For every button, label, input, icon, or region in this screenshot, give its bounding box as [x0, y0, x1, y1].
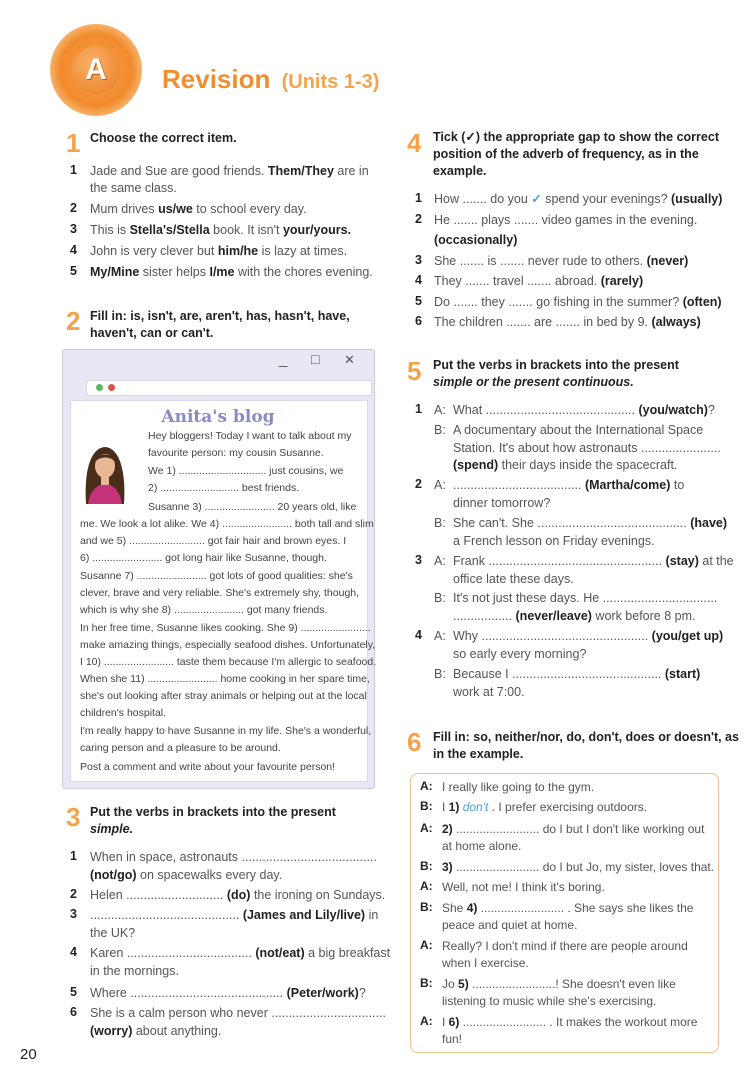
exercise-6-seg: ......................... . She says she likes the: [477, 901, 694, 915]
exercise-1-line: [90, 180, 177, 197]
exercise-5-line: [453, 608, 695, 625]
blog-line: which is why she 8) ........................ got many friends.: [80, 604, 328, 616]
exercise-4-line: [434, 212, 697, 229]
avatar: [76, 442, 134, 504]
exercise-4-line: [434, 314, 701, 331]
lock-icon: [96, 384, 103, 391]
exercise-6-seg: ......................... . It makes the workout more: [459, 1015, 698, 1029]
exercise-5-line: [453, 402, 715, 419]
exercise-5-line: [453, 533, 655, 550]
speaker-label: B:: [420, 900, 433, 914]
exercise-6-seg: 1): [448, 800, 460, 814]
exercise-6-seg: 5): [458, 977, 469, 991]
exercise-3-line-seg: the ironing on Sundays.: [250, 888, 386, 902]
exercise-5-line: [453, 440, 721, 457]
address-bar[interactable]: [86, 380, 372, 396]
exercise-5-instruction-line-1: Put the verbs in brackets into the present: [433, 358, 679, 372]
exercise-6-seg: 4): [466, 901, 478, 915]
item-number: 4: [415, 273, 422, 287]
exercise-4-line: [434, 273, 643, 290]
exercise-3-line-seg: a big breakfast: [304, 946, 391, 960]
exercise-1-line: [90, 222, 351, 239]
exercise-4-instruction-line-1: Tick (✓) the appropriate gap to show the correct: [433, 130, 719, 144]
speaker-label: A:: [434, 554, 446, 568]
exercise-6-number: 6: [407, 727, 422, 757]
speaker-label: A:: [434, 403, 446, 417]
exercise-5-line: [453, 684, 525, 701]
speaker-label: A:: [434, 629, 446, 643]
exercise-2-instruction-line-1: Fill in: is, isn't, are, aren't, has, hasn't, have,: [90, 309, 350, 323]
exercise-5-line-seg: (spend): [453, 458, 499, 472]
exercise-5-line: [453, 666, 700, 683]
speaker-label: B:: [434, 516, 446, 530]
exercise-3-number: 3: [66, 802, 81, 832]
exercise-5-line: [453, 646, 586, 663]
exercise-5-line: [453, 457, 677, 474]
exercise-6-seg: . I prefer exercising outdoors.: [488, 800, 648, 814]
exercise-3-line-seg: in: [365, 908, 379, 922]
exercise-5-line-seg: She can't. She ...........................................: [453, 516, 691, 530]
exercise-4-line: [434, 191, 722, 208]
exercise-1-line-seg: My/Mine: [90, 265, 140, 279]
exercise-1-line-seg: Jade and Sue are good friends.: [90, 164, 268, 178]
exercise-3-line-seg: (not/go): [90, 867, 137, 882]
exercise-3-line: [90, 887, 385, 904]
exercise-3-instruction-line-2: simple.: [90, 822, 134, 836]
exercise-5-instruction-line-2: simple or the present continuous.: [433, 375, 634, 389]
item-number: 3: [415, 252, 422, 267]
exercise-5-line: [453, 553, 734, 570]
exercise-3-line: [90, 945, 390, 962]
exercise-4-adverb: (always): [651, 315, 701, 329]
exercise-5-line-seg: .....................................: [453, 478, 585, 492]
exercise-5-line-seg: office late these days.: [453, 572, 574, 586]
exercise-4-adverb: (occasionally): [434, 233, 518, 247]
exercise-5-line: [453, 495, 550, 512]
exercise-1-line: [90, 163, 369, 180]
exercise-1-line-seg: John is very clever but: [90, 244, 218, 259]
speaker-label: A:: [420, 1014, 433, 1028]
item-number: 2: [415, 211, 422, 226]
exercise-6-seg: I: [442, 800, 449, 814]
exercise-3-line-seg: (worry): [90, 1023, 133, 1038]
exercise-3-line-seg: the UK?: [90, 925, 136, 940]
exercise-5-line-seg: (start): [664, 667, 701, 681]
exercise-3-line: [90, 1023, 221, 1040]
blog-line: I 10) ........................ taste them because I'm allergic to seafood.: [80, 656, 377, 668]
exercise-1-line-seg: Stella's/Stella: [129, 223, 210, 238]
exercise-2-number: 2: [66, 306, 81, 336]
exercise-6-seg: Well, not me! I think it's boring.: [442, 880, 605, 894]
item-number: 4: [415, 628, 422, 642]
item-number: 3: [70, 222, 77, 237]
exercise-3-line: [90, 985, 366, 1002]
exercise-5-number: 5: [407, 356, 422, 386]
exercise-6-seg: .........................! She doesn't even like: [468, 977, 676, 991]
exercise-4-text: He ....... plays ....... video games in the evening.: [434, 212, 698, 227]
page-title: [162, 64, 379, 95]
exercise-6-seg: listening to music while she's exercising.: [442, 994, 657, 1008]
exercise-4-instruction-line-3: example.: [433, 164, 487, 178]
exercise-6-seg: 6): [448, 1015, 460, 1029]
blog-line: Susanne 3) ........................ 20 years old, like: [148, 501, 357, 513]
exercise-6-seg: at home alone.: [442, 839, 522, 853]
exercise-6-instruction: [433, 729, 739, 763]
item-number: 1: [415, 191, 422, 205]
exercise-5-line-seg: Station. It's about how astronauts .......................: [453, 441, 721, 455]
exercise-1-line-seg: are in: [333, 164, 369, 178]
exercise-4-adverb: (rarely): [600, 274, 644, 288]
exercise-6-line: [442, 917, 577, 934]
speaker-label: A:: [434, 478, 446, 492]
exercise-5-line-seg: Frank ..................................................: [453, 554, 666, 568]
item-number: 3: [415, 553, 422, 567]
exercise-1-line-seg: Them/They: [267, 164, 334, 178]
exercise-5-line: [453, 515, 727, 532]
exercise-5-line-seg: (Martha/come): [584, 478, 671, 492]
exercise-5-line: [453, 422, 703, 439]
exercise-5-line-seg: ?: [707, 403, 715, 417]
speaker-label: A:: [420, 938, 433, 952]
blog-line: Hey bloggers! Today I want to talk about my: [148, 430, 352, 442]
exercise-5-line-seg: work before 8 pm.: [591, 609, 696, 623]
exercise-6-seg: I: [442, 1015, 449, 1029]
item-number: 4: [70, 243, 77, 258]
item-number: 4: [70, 945, 77, 959]
blog-line: We 1) .............................. just cousins, we: [148, 465, 344, 477]
exercise-1-line: [90, 243, 347, 260]
exercise-6-seg: 3): [442, 860, 453, 874]
exercise-6-seg: Jo: [442, 977, 459, 991]
blog-line: clever, brave and very reliable. She's extremely shy, though,: [80, 587, 360, 599]
minimize-icon[interactable]: _: [279, 351, 288, 368]
exercise-6-seg: ......................... do I but I don't like working out: [452, 822, 705, 836]
item-number: 5: [70, 264, 77, 278]
exercise-5-line-seg: Why ................................................: [453, 629, 652, 643]
exercise-1-line-seg: Mum drives: [90, 202, 159, 217]
exercise-1-line-seg: book. It isn't: [209, 223, 283, 238]
item-number: 1: [70, 849, 77, 863]
item-number: 6: [415, 314, 422, 328]
item-number: 5: [415, 293, 422, 308]
speaker-label: A:: [420, 821, 433, 835]
alert-icon: [108, 384, 115, 391]
exercise-6-line: [442, 1031, 462, 1048]
exercise-5-line-seg: (never/leave): [515, 609, 592, 623]
exercise-4-adverb: (often): [682, 294, 722, 309]
speaker-label: A:: [420, 879, 433, 893]
exercise-6-seg: 2): [442, 822, 453, 836]
exercise-3-line: [90, 1005, 386, 1022]
item-number: 2: [70, 201, 77, 216]
blog-line: make amazing things, especially seafood dishes. Unfortunately,: [80, 639, 376, 651]
exercise-6-seg: She: [442, 901, 467, 915]
close-icon[interactable]: ✕: [344, 352, 355, 367]
exercise-3-line: [90, 849, 377, 866]
exercise-4-text: She ....... is ....... never rude to others.: [434, 253, 647, 268]
exercise-3-instruction-line-1: Put the verbs in brackets into the present: [90, 805, 336, 819]
item-number: 2: [70, 887, 77, 901]
exercise-4-line: [434, 294, 722, 311]
exercise-2-instruction-line-2: haven't, can or can't.: [90, 326, 214, 340]
exercise-6-line: [442, 838, 521, 855]
exercise-5-line-seg: What ...........................................: [453, 403, 639, 417]
exercise-3-line-seg: Karen ....................................: [90, 946, 256, 960]
exercise-3-line-seg: Helen ............................: [90, 888, 227, 902]
exercise-6-seg: I really like going to the gym.: [442, 780, 595, 794]
blog-line: caring person and a pleasure to be around.: [80, 742, 281, 754]
blog-line: 2) ........................... best friends.: [148, 482, 300, 494]
exercise-1-line-seg: sister helps: [139, 265, 210, 279]
exercise-1-line-seg: is lazy at times.: [258, 244, 348, 259]
speaker-label: B:: [434, 591, 446, 605]
exercise-3-line-seg: Where ............................................: [90, 986, 287, 1000]
maximize-icon[interactable]: □: [311, 351, 320, 367]
exercise-5-line-seg: (you/get up): [651, 629, 724, 643]
badge-letter: A: [85, 53, 107, 86]
exercise-3-line-seg: on spacewalks every day.: [136, 867, 283, 882]
exercise-5-line-seg: .................: [453, 609, 516, 623]
exercise-1-line-seg: us/we: [158, 202, 193, 217]
exercise-1-line-seg: the same class.: [90, 181, 177, 196]
title-text: Revision: [162, 64, 271, 94]
exercise-3-line-seg: (not/eat): [255, 946, 305, 960]
exercise-6-line: [442, 993, 656, 1010]
item-number: 6: [70, 1005, 77, 1019]
item-number: 1: [415, 402, 422, 416]
exercise-5-line-seg: a French lesson on Friday evenings.: [453, 534, 655, 548]
exercise-6-line: [442, 859, 714, 876]
exercise-6-seg: fun!: [442, 1032, 463, 1046]
exercise-4-text: The children ....... are ....... in bed by 9.: [434, 315, 652, 329]
exercise-4-instruction: [433, 129, 719, 180]
exercise-4-instruction-line-2: position of the adverb of frequency, as in the: [433, 147, 699, 161]
blog-line: Post a comment and write about your favourite person!: [80, 761, 336, 773]
exercise-1-line-seg: your/yours.: [282, 223, 352, 238]
exercise-5-line-seg: to: [670, 478, 685, 492]
item-number: 5: [70, 985, 77, 999]
blog-line: In her free time, Susanne likes cooking. She 9) ........................: [80, 622, 371, 634]
exercise-6-seg: when I exercise.: [442, 956, 529, 970]
exercise-5-instruction: [433, 357, 679, 391]
exercise-5-line-seg: It's not just these days. He .................................: [453, 591, 718, 605]
exercise-1-line-seg: to school every day.: [192, 202, 307, 217]
exercise-6-line: [442, 900, 693, 917]
item-number: 2: [415, 477, 422, 491]
exercise-5-line-seg: so early every morning?: [453, 647, 587, 661]
exercise-5-line: [453, 628, 723, 645]
exercise-3-line-seg: (James and Lily/live): [242, 908, 366, 922]
exercise-4-text: spend your evenings?: [541, 192, 672, 206]
exercise-5-line-seg: at the: [698, 554, 734, 568]
exercise-1-line-seg: with the chores evening.: [234, 265, 373, 279]
exercise-6-line: [442, 1014, 697, 1031]
exercise-2-instruction: [90, 308, 350, 342]
item-number: 3: [70, 907, 77, 921]
exercise-6-line: [442, 879, 605, 896]
exercise-5-line: [453, 477, 684, 494]
exercise-4-adverb: (never): [646, 253, 689, 268]
speaker-label: B:: [420, 799, 433, 813]
exercise-3-line-seg: ?: [358, 986, 366, 1000]
exercise-5-line-seg: A documentary about the International Space: [453, 423, 704, 437]
blog-title: Anita's blog: [161, 407, 275, 427]
exercise-3-line-seg: in the mornings.: [90, 963, 179, 978]
blog-line: 6) ........................ got long hair like Susanne, though.: [80, 552, 327, 564]
exercise-1-instruction: Choose the correct item.: [90, 131, 237, 145]
exercise-4-text: Do ....... they ....... go fishing in the summer?: [434, 294, 683, 309]
exercise-4-number: 4: [407, 128, 422, 158]
exercise-5-line-seg: their days inside the spacecraft.: [498, 458, 678, 472]
exercise-4-adverb: (usually): [671, 192, 723, 206]
exercise-4-line: [434, 253, 688, 270]
blog-line: I'm really happy to have Susanne in my life. She's a wonderful,: [80, 725, 372, 737]
exercise-1-line: [90, 201, 307, 218]
exercise-4-text: How ....... do you: [434, 192, 532, 206]
exercise-5-line-seg: (you/watch): [638, 403, 708, 417]
title-units: (Units 1-3): [281, 71, 380, 93]
exercise-5-line-seg: work at 7:00.: [453, 685, 525, 699]
exercise-6-seg: Really? I don't mind if there are people around: [442, 939, 688, 953]
blog-line: and we 5) .......................... got fair hair and brown eyes. I: [80, 535, 347, 547]
exercise-5-line: [453, 571, 574, 588]
exercise-3-line: [90, 925, 135, 942]
exercise-3-line: [90, 867, 282, 884]
item-number: 1: [70, 163, 77, 177]
exercise-6-line: [442, 821, 704, 838]
exercise-4-text: They ....... travel ....... abroad.: [434, 274, 601, 288]
blog-line: me. We look a lot alike. We 4) ........................ both tall and slim: [80, 518, 374, 530]
exercise-3-line: [90, 907, 378, 924]
exercise-3-line: [90, 963, 179, 980]
exercise-1-line-seg: him/he: [217, 244, 259, 259]
exercise-4-line: [434, 232, 517, 249]
exercise-3-line-seg: ...........................................: [90, 908, 243, 922]
speaker-label: B:: [420, 976, 433, 990]
speaker-label: B:: [434, 423, 446, 437]
exercise-6-seg: peace and quiet at home.: [442, 918, 578, 932]
exercise-3-line-seg: (Peter/work): [286, 986, 359, 1000]
exercise-6-line: [442, 938, 688, 955]
speaker-label: B:: [420, 859, 433, 873]
exercise-6-instruction-line-1: Fill in: so, neither/nor, do, don't, does or doesn't, as: [433, 730, 739, 744]
exercise-6-line: [442, 955, 529, 972]
tick-icon: ✓: [531, 192, 542, 206]
exercise-3-line-seg: She is a calm person who never .................................: [90, 1006, 386, 1020]
page-number: 20: [20, 1046, 37, 1063]
blog-line: she's out looking after stray animals or helping out at the local: [80, 690, 367, 702]
exercise-5-line-seg: (stay): [665, 554, 699, 568]
exercise-6-line: [442, 976, 676, 993]
blog-line: favourite person: my cousin Susanne.: [148, 447, 324, 459]
exercise-1-line-seg: I/me: [209, 265, 235, 279]
exercise-1-line: [90, 264, 373, 281]
exercise-5-line-seg: dinner tomorrow?: [453, 496, 551, 510]
exercise-6-line: [442, 779, 594, 796]
exercise-1-number: 1: [66, 128, 81, 158]
exercise-5-line: [453, 590, 717, 607]
exercise-5-line-seg: Because I ...........................................: [453, 667, 665, 681]
exercise-1-line-seg: This is: [90, 223, 130, 238]
exercise-6-seg: don't: [462, 800, 489, 814]
blog-line: Susanne 7) ........................ got lots of good qualities: she's: [80, 570, 353, 582]
blog-line: When she 11) ........................ home cooking in her spare time,: [80, 673, 370, 685]
exercise-6-seg: ......................... do I but Jo, my sister, loves that.: [452, 860, 715, 874]
exercise-3-line-seg: (do): [226, 888, 251, 902]
exercise-6-instruction-line-2: in the example.: [433, 747, 524, 761]
exercise-3-instruction: [90, 804, 336, 838]
blog-line: children's hospital.: [80, 707, 167, 719]
exercise-6-line: [442, 799, 647, 816]
speaker-label: A:: [420, 779, 433, 793]
exercise-3-line-seg: about anything.: [132, 1023, 222, 1038]
speaker-label: B:: [434, 667, 446, 681]
exercise-3-line-seg: When in space, astronauts .......................................: [90, 850, 377, 864]
exercise-5-line-seg: (have): [690, 516, 728, 530]
